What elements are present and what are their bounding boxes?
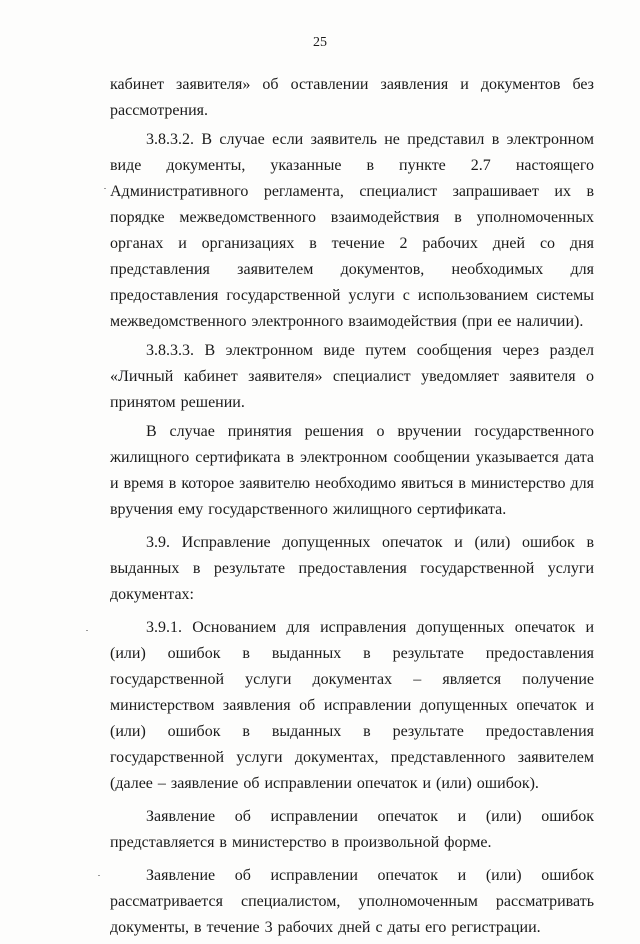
paragraph-3-9: 3.9. Исправление допущенных опечаток и (или) ошибок в выданных в результате предоставления государственной услуги документах: — [110, 534, 594, 603]
paragraph-3-9-1: 3.9.1. Основанием для исправления допущенных опечаток и (или) ошибок в выданных в результате предоставления государственной услуги документах – является получение министерством заявления об исправлении допущенных опечаток и (или) ошибок в выданных в результате предоставления государственной услуги документах, представленного заявителем (далее – заявление об исправлении опечаток и (или) ошибок). — [110, 619, 594, 792]
scan-speck — [86, 630, 88, 631]
paragraph-application-form: Заявление об исправлении опечаток и (или) ошибок представляется в министерство в произвольной форме. — [110, 808, 594, 851]
paragraph-continuation: кабинет заявителя» об оставлении заявления и документов без рассмотрения. — [110, 76, 594, 119]
paragraph-application-review: Заявление об исправлении опечаток и (или) ошибок рассматривается специалистом, уполномоченным рассматривать документы, в течение 3 рабочих дней с даты его регистрации. — [110, 867, 594, 936]
scan-speck — [98, 875, 100, 876]
paragraph-3-8-3-2: 3.8.3.2. В случае если заявитель не представил в электронном виде документы, указанные в пункте 2.7 настоящего Административного регламента, специалист запрашивает их в порядке межведомственного взаимодействия в уполномоченных органах и организациях в течение 2 рабочих дней со дня представления заявителем документов, необходимых для предоставления государственной услуги с использованием системы межведомственного электронного взаимодействия (при ее наличии). — [110, 131, 594, 330]
paragraph-certificate-delivery: В случае принятия решения о вручении государственного жилищного сертификата в электронном сообщении указывается дата и время в которое заявителю необходимо явиться в министерство для вручения ему государственного жилищного сертификата. — [110, 423, 594, 518]
page-number: 25 — [313, 35, 327, 50]
paragraph-3-8-3-3: 3.8.3.3. В электронном виде путем сообщения через раздел «Личный кабинет заявителя» специалист уведомляет заявителя о принятом решении. — [110, 342, 594, 411]
document-body — [110, 72, 594, 944]
scan-speck — [104, 188, 106, 189]
